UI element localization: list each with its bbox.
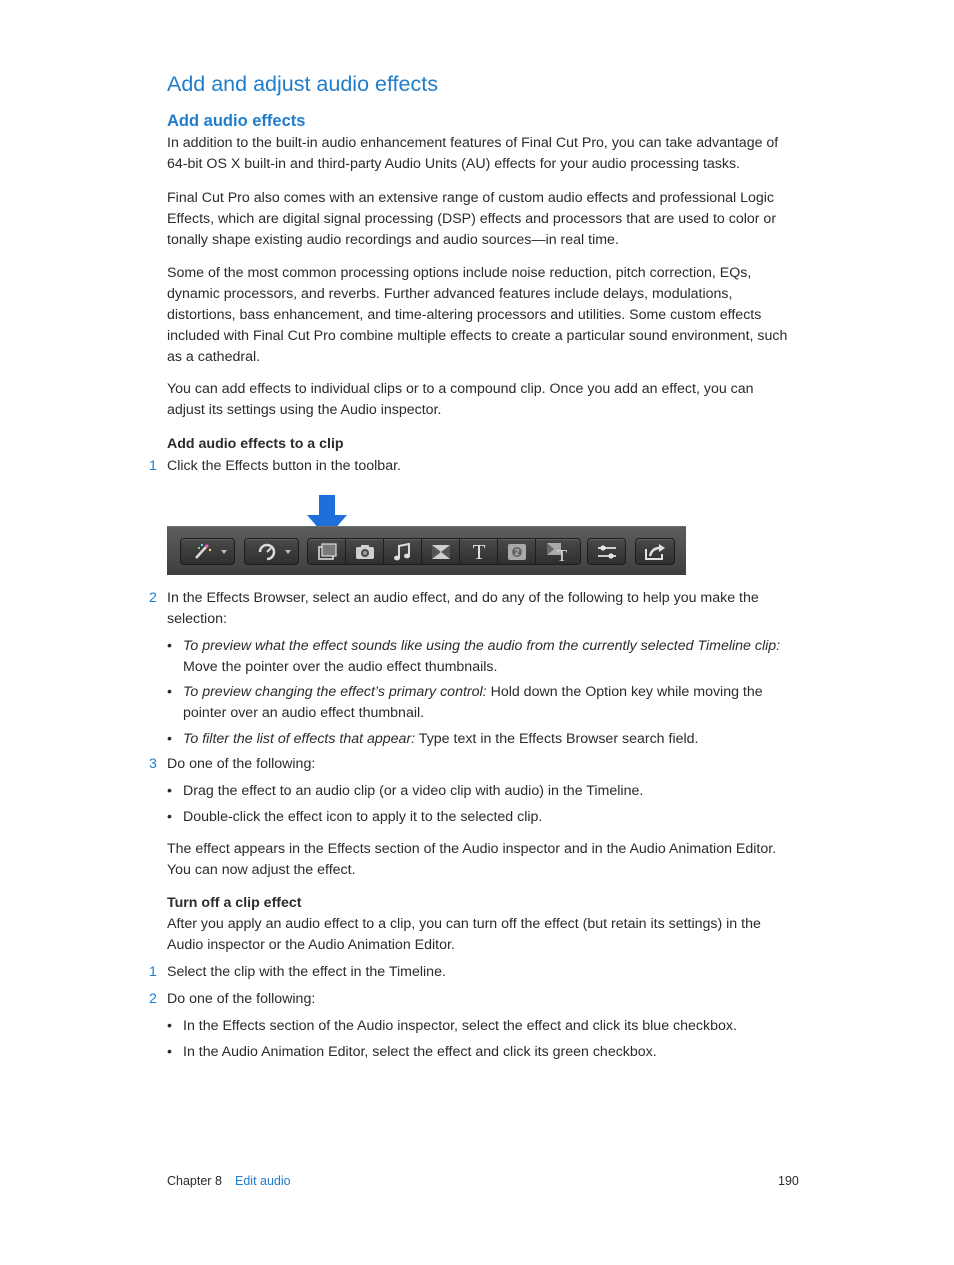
retime-icon (250, 542, 294, 562)
bullet-marker: • (167, 1044, 172, 1060)
retime-button[interactable] (245, 539, 298, 564)
bullet-lead: To preview changing the effect’s primary control: (183, 684, 487, 700)
bullet-text: Type text in the Effects Browser search field. (415, 731, 699, 747)
step-number: 3 (149, 756, 157, 772)
task-title: Turn off a clip effect (167, 895, 302, 911)
page-number: 190 (778, 1174, 799, 1188)
svg-text:T: T (556, 545, 568, 563)
step-text: Do one of the following: (167, 991, 316, 1007)
retime-group[interactable] (244, 538, 299, 565)
step-number: 2 (149, 590, 157, 606)
svg-text:2: 2 (514, 547, 519, 557)
titles-icon (468, 541, 490, 563)
share-group (635, 538, 675, 565)
page-title: Add and adjust audio effects (167, 72, 438, 96)
bullet-marker: • (167, 783, 172, 799)
bullet-marker: • (167, 1018, 172, 1034)
step-number: 1 (149, 458, 157, 474)
paragraph: In addition to the built-in audio enhancement features of Final Cut Pro, you can take advantage of 64-bit OS X built-in and third-party Audio Units (AU) effects for your audio processing tasks. (167, 135, 779, 172)
generators-button[interactable] (498, 539, 536, 564)
themes-icon (545, 541, 571, 563)
paragraph: The effect appears in the Effects section of the Audio inspector and in the Audio Animation Editor. You can now adjust the effect. (167, 841, 777, 878)
toolbar (167, 526, 686, 575)
inspector-icon (596, 543, 618, 561)
bullet-text: Move the pointer over the audio effect thumbnails. (183, 659, 498, 675)
share-button[interactable] (636, 539, 674, 564)
effects-icon (316, 543, 338, 561)
titles-button[interactable] (460, 539, 498, 564)
bullet-marker: • (167, 684, 172, 700)
step-number: 1 (149, 964, 157, 980)
bullet-marker: • (167, 809, 172, 825)
photos-icon (354, 543, 376, 561)
generators-icon (506, 542, 528, 562)
bullet-text: In the Audio Animation Editor, select the effect and click its green checkbox. (183, 1044, 657, 1060)
section-title: Add audio effects (167, 112, 306, 130)
step-text: In the Effects Browser, select an audio effect, and do any of the following to help you make the selection: (167, 590, 759, 627)
browser-group (307, 538, 581, 565)
share-icon (643, 542, 667, 562)
bullet-text: In the Effects section of the Audio inspector, select the effect and click its blue checkbox. (183, 1018, 737, 1034)
enhancements-group[interactable] (180, 538, 235, 565)
bullet-text: Double-click the effect icon to apply it to the selected clip. (183, 809, 543, 825)
enhancements-button[interactable] (181, 539, 234, 564)
step-text: Do one of the following: (167, 756, 316, 772)
enhancements-icon (186, 542, 230, 562)
bullet-marker: • (167, 638, 172, 654)
paragraph: Final Cut Pro also comes with an extensive range of custom audio effects and professional Logic Effects, which are digital signal processing (DSP) effects and processors that are used to color or tonally shape existing audio recordings and audio sources—in real time. (167, 190, 777, 248)
music-button[interactable] (384, 539, 422, 564)
paragraph: After you apply an audio effect to a clip, you can turn off the effect (but retain its settings) in the Audio inspector or the Audio Animation Editor. (167, 916, 761, 953)
bullet-marker: • (167, 731, 172, 747)
step-text: Select the clip with the effect in the Timeline. (167, 964, 446, 980)
transitions-button[interactable] (422, 539, 460, 564)
paragraph: Some of the most common processing options include noise reduction, pitch correction, EQs, dynamic processors, and reverbs. Further advanced features include delays, modulations, distortions, bass enhancement, and time-altering processors and utilities. Some custom effects included with Final Cut Pro combine multiple effects to create a particular sound environment, such as a cathedral. (167, 265, 788, 365)
bullet-lead: To filter the list of effects that appear: (183, 731, 416, 747)
step-text: Click the Effects button in the toolbar. (167, 458, 401, 474)
transitions-icon (430, 543, 452, 561)
music-icon (392, 542, 414, 562)
task-title: Add audio effects to a clip (167, 436, 344, 452)
inspector-button[interactable] (588, 539, 625, 564)
themes-button[interactable] (536, 539, 580, 564)
bullet-text: Drag the effect to an audio clip (or a video clip with audio) in the Timeline. (183, 783, 644, 799)
bullet-text: Hold down the Option key while moving the pointer over an audio effect thumbnail. (183, 684, 763, 721)
photos-button[interactable] (346, 539, 384, 564)
bullet-lead: To preview what the effect sounds like using the audio from the currently selected Timeline clip: (183, 638, 781, 654)
footer-chapter: Chapter 8 (167, 1174, 222, 1188)
paragraph: You can add effects to individual clips or to a compound clip. Once you add an effect, you can adjust its settings using the Audio inspector. (167, 381, 754, 418)
step-number: 2 (149, 991, 157, 1007)
inspector-group (587, 538, 626, 565)
footer-section-link[interactable]: Edit audio (235, 1174, 291, 1188)
effects-button[interactable] (308, 539, 346, 564)
svg-text:T: T (472, 540, 485, 563)
